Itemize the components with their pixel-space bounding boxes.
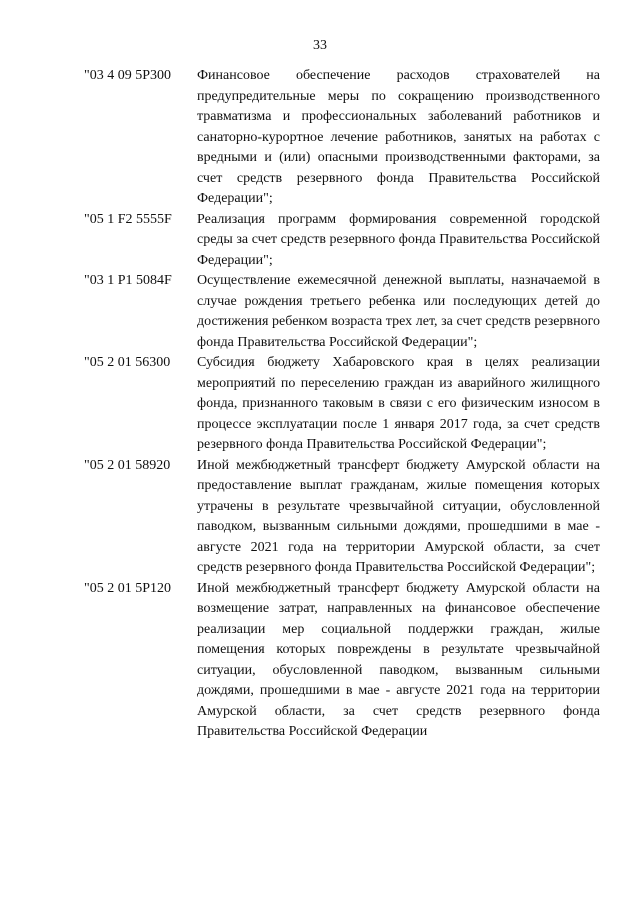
budget-entry	[84, 210, 600, 272]
budget-code: "05 2 01 5P120	[84, 580, 172, 596]
budget-code: "05 2 01 58920	[84, 457, 171, 473]
budget-description: Иной межбюджетный трансферт бюджету Амурской области на возмещение затрат, направленных на финансовое обеспечение реализации мер социальной поддержки граждан, жилые помещения которых повреждены в результате чрезвычайной ситуации, обусловленной паводком, вызванным сильными дождями, прошедшими в мае - августе 2021 года на территории Амурской области, за счет средств резервного фонда Правительства Российской Федерации	[197, 580, 600, 739]
budget-entry	[84, 579, 600, 743]
budget-code: "03 4 09 5P300	[84, 68, 172, 83]
budget-entry	[84, 66, 600, 210]
budget-code-list	[84, 66, 600, 743]
budget-entry	[84, 353, 600, 456]
budget-code: "03 1 P1 5084F	[84, 273, 172, 288]
budget-description: Осуществление ежемесячной денежной выплаты, назначаемой в случае рождения третьего ребенка или последующих детей до достижения ребенком возраста трех лет, за счет средств резервного фонда Правительства Российской Федерации";	[197, 273, 600, 350]
page-number: 33	[313, 38, 327, 53]
budget-code: "05 2 01 56300	[84, 355, 171, 370]
budget-description: Субсидия бюджету Хабаровского края в целях реализации мероприятий по переселению граждан из аварийного жилищного фонда, признанного таковым в связи с его физическим износом в процессе эксплуатации после 1 января 2017 года, за счет средств резервного фонда Правительства Российской Федерации";	[197, 355, 600, 452]
budget-description: Финансовое обеспечение расходов страхователей на предупредительные меры по сокращению производственного травматизма и профессиональных заболеваний работников и санаторно-курортное лечение работников, занятых на работах с вредными и (или) опасными производственными факторами, за счет средств резервного фонда Правительства Российской Федерации";	[197, 68, 600, 206]
budget-description: Реализация программ формирования современной городской среды за счет средств резервного фонда Правительства Российской Федерации";	[197, 211, 600, 268]
budget-entry	[84, 271, 600, 353]
budget-code: "05 1 F2 5555F	[84, 211, 172, 227]
budget-description: Иной межбюджетный трансферт бюджету Амурской области на предоставление выплат гражданам, жилые помещения которых утрачены в результате чрезвычайной ситуации, обусловленной паводком, вызванным сильными дождями, прошедшими в мае - августе 2021 года на территории Амурской области, за счет средств резервного фонда Правительства Российской Федерации";	[197, 457, 600, 575]
budget-entry	[84, 456, 600, 579]
